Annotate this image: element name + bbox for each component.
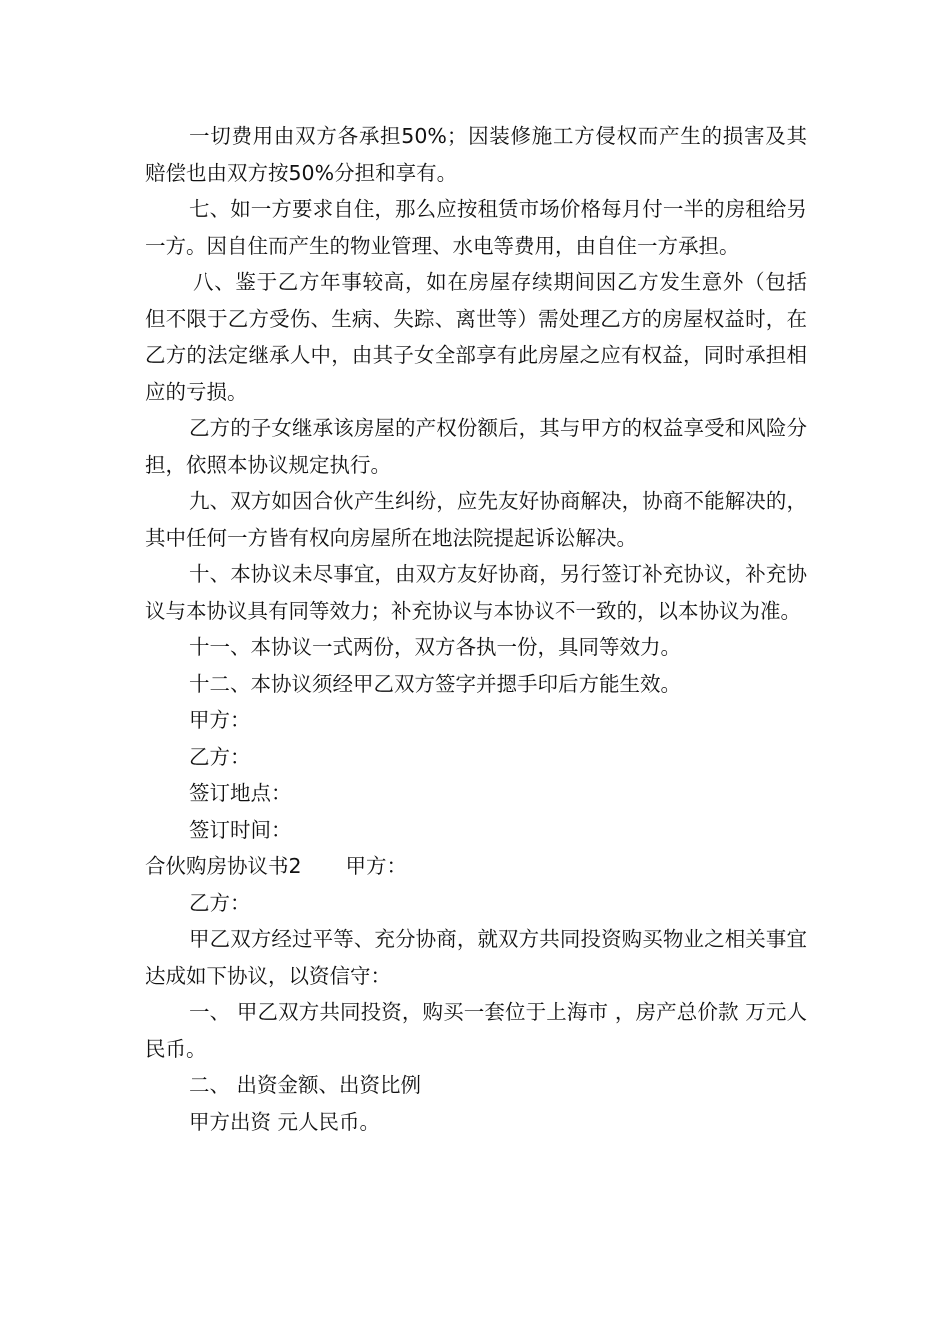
paragraph-clause-7: 七、如一方要求自住，那么应按租赁市场价格每月付一半的房租给另一方。因自住而产生的物业管理、水电等费用，由自住一方承担。 [145, 197, 807, 258]
paragraph-clause-10: 十、本协议未尽事宜，由双方友好协商，另行签订补充协议，补充协议与本协议具有同等效力；补充协议与本协议不一致的，以本协议为准。 [145, 562, 807, 623]
signature-date: 签订时间： [189, 817, 292, 842]
paragraph-clause-8: 八、鉴于乙方年事较高，如在房屋存续期间因乙方发生意外（包括但不限于乙方受伤、生病、失踪、离世等）需处理乙方的房屋权益时，在乙方的法定继承人中，由其子女全部享有此房屋之应有权益，同时承担相应的亏损。 [145, 270, 807, 404]
paragraph-clause-11: 十一、本协议一式两份，双方各执一份，具同等效力。 [189, 635, 681, 659]
section-2-clause-2: 二、 出资金额、出资比例 [189, 1073, 422, 1097]
paragraph-cost-sharing: 一切费用由双方各承担50%；因装修施工方侵权而产生的损害及其赔偿也由双方按50%分担和享有。 [145, 124, 807, 185]
paragraph-clause-9: 九、双方如因合伙产生纠纷，应先友好协商解决，协商不能解决的，其中任何一方皆有权向房屋所在地法院提起诉讼解决。 [145, 489, 807, 550]
signature-party-a: 甲方： [189, 708, 251, 732]
section-2-preamble: 甲乙双方经过平等、充分协商，就双方共同投资购买物业之相关事宜达成如下协议，以资信守： [145, 927, 807, 988]
paragraph-clause-12: 十二、本协议须经甲乙双方签字并摁手印后方能生效。 [189, 671, 681, 696]
signature-party-b: 乙方： [189, 744, 251, 769]
section-2-title: 合伙购房协议书2 [145, 854, 302, 878]
section-2-party-b: 乙方： [189, 890, 251, 915]
section-2-party-a: 甲方： [345, 854, 408, 878]
document-body [145, 118, 807, 1140]
section-2-heading-line [145, 848, 807, 885]
section-2-party-a-contribution: 甲方出资 元人民币。 [189, 1109, 381, 1134]
paragraph-heir-rights: 乙方的子女继承该房屋的产权份额后，其与甲方的权益享受和风险分担，依照本协议规定执行。 [145, 416, 807, 477]
section-2-clause-1: 一、 甲乙双方共同投资，购买一套位于上海市 ，房产总价款 万元人民币。 [145, 1000, 807, 1061]
signature-location: 签订地点： [189, 781, 292, 805]
